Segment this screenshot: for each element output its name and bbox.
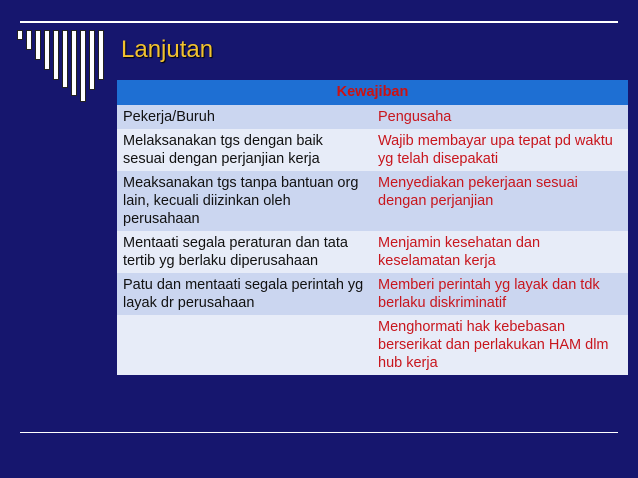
bottom-rule <box>20 432 618 433</box>
table-row <box>117 171 628 231</box>
top-rule <box>20 21 618 23</box>
decorative-bars <box>15 30 105 105</box>
obligations-table <box>117 80 628 375</box>
column-header-worker: Pekerja/Buruh <box>117 105 372 129</box>
table-row <box>117 129 628 171</box>
worker-obligation: Patu dan mentaati segala perintah yg layak dr perusahaan <box>117 273 372 315</box>
employer-obligation: Menyediakan pekerjaan sesuai dengan perjanjian <box>372 171 628 231</box>
worker-obligation: Meaksanakan tgs tanpa bantuan org lain, kecuali diizinkan oleh perusahaan <box>117 171 372 231</box>
employer-obligation: Menghormati hak kebebasan berserikat dan perlakukan HAM dlm hub kerja <box>372 315 628 375</box>
table-row <box>117 273 628 315</box>
table-header-row <box>117 80 628 105</box>
employer-obligation: Menjamin kesehatan dan keselamatan kerja <box>372 231 628 273</box>
worker-obligation: Melaksanakan tgs dengan baik sesuai dengan perjanjian kerja <box>117 129 372 171</box>
slide-title: Lanjutan <box>121 36 214 63</box>
worker-obligation: Mentaati segala peraturan dan tata tertib yg berlaku diperusahaan <box>117 231 372 273</box>
table-row <box>117 231 628 273</box>
column-header-employer: Pengusaha <box>372 105 628 129</box>
employer-obligation: Memberi perintah yg layak dan tdk berlaku diskriminatif <box>372 273 628 315</box>
column-header-row <box>117 105 628 129</box>
table-row <box>117 315 628 375</box>
employer-obligation: Wajib membayar upa tepat pd waktu yg telah disepakati <box>372 129 628 171</box>
worker-obligation <box>117 315 372 375</box>
table-header: Kewajiban <box>117 80 628 105</box>
